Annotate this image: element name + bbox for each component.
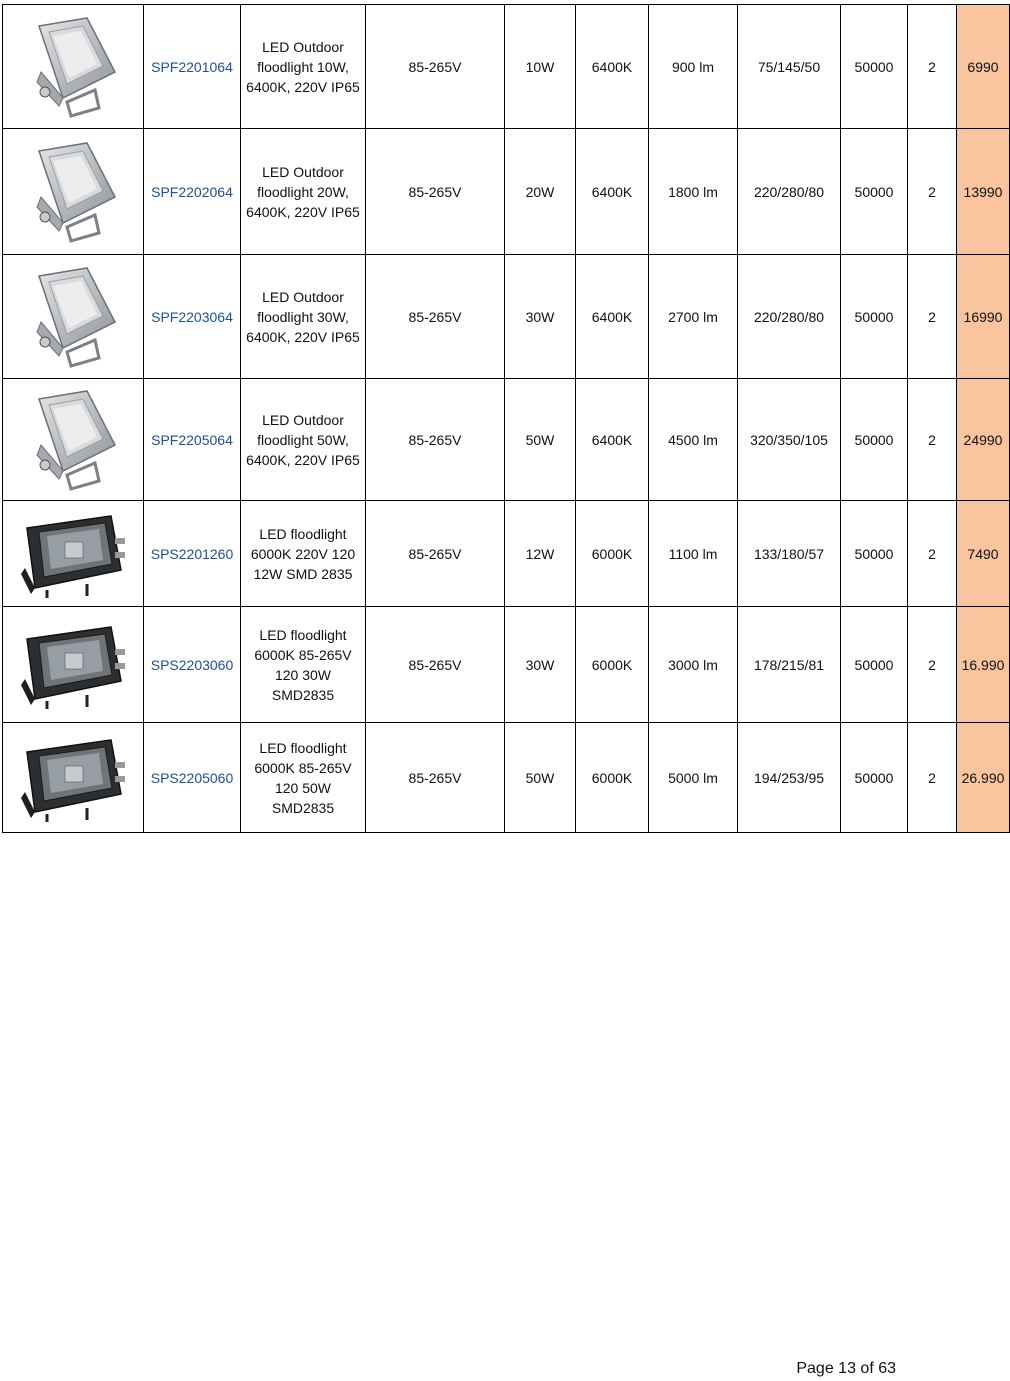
- silver-floodlight-icon: [6, 262, 140, 372]
- color-temperature: 6000K: [576, 723, 649, 833]
- luminous-flux: 4500 lm: [649, 379, 738, 501]
- product-description: [241, 501, 366, 607]
- luminous-flux: 900 lm: [649, 5, 738, 129]
- description-line: LED Outdoor: [262, 288, 344, 305]
- price: 26.990: [957, 723, 1010, 833]
- voltage: 85-265V: [366, 501, 505, 607]
- description-line: 6400K, 220V IP65: [246, 328, 360, 345]
- product-image-cell: [3, 379, 144, 501]
- table-row: [3, 723, 1010, 833]
- power: 12W: [505, 501, 576, 607]
- dimensions: 320/350/105: [738, 379, 841, 501]
- product-description: [241, 129, 366, 255]
- price: 24990: [957, 379, 1010, 501]
- lifetime-hours: 50000: [841, 129, 908, 255]
- product-code: SPS2203060: [144, 607, 241, 723]
- description-line: 120 50W SMD2835: [271, 779, 335, 816]
- description-line: 6000K 220V 120: [250, 545, 356, 562]
- table-row: [3, 379, 1010, 501]
- page-number: Page 13 of 63: [796, 1360, 896, 1377]
- power: 30W: [505, 255, 576, 379]
- price: 6990: [957, 5, 1010, 129]
- product-description: [241, 723, 366, 833]
- product-code: SPF2202064: [144, 129, 241, 255]
- color-temperature: 6400K: [576, 5, 649, 129]
- description-line: LED Outdoor: [262, 411, 344, 428]
- warranty-years: 2: [908, 255, 957, 379]
- dimensions: 75/145/50: [738, 5, 841, 129]
- product-code: SPF2205064: [144, 379, 241, 501]
- lifetime-hours: 50000: [841, 5, 908, 129]
- voltage: 85-265V: [366, 255, 505, 379]
- silver-floodlight-icon: [6, 12, 140, 122]
- description-line: LED Outdoor: [262, 163, 344, 180]
- voltage: 85-265V: [366, 5, 505, 129]
- product-image-cell: [3, 501, 144, 607]
- black-floodlight-icon: [6, 508, 140, 600]
- product-code: SPF2201064: [144, 5, 241, 129]
- voltage: 85-265V: [366, 129, 505, 255]
- voltage: 85-265V: [366, 379, 505, 501]
- description-line: floodlight 30W,: [257, 308, 349, 325]
- black-floodlight-icon: [6, 619, 140, 711]
- table-row: [3, 607, 1010, 723]
- color-temperature: 6400K: [576, 255, 649, 379]
- power: 50W: [505, 723, 576, 833]
- price: 16.990: [957, 607, 1010, 723]
- description-line: floodlight 50W,: [257, 431, 349, 448]
- description-line: LED floodlight: [259, 525, 347, 542]
- warranty-years: 2: [908, 379, 957, 501]
- product-table: [2, 4, 1010, 833]
- color-temperature: 6000K: [576, 607, 649, 723]
- silver-floodlight-icon: [6, 385, 140, 495]
- product-description: [241, 5, 366, 129]
- color-temperature: 6000K: [576, 501, 649, 607]
- luminous-flux: 2700 lm: [649, 255, 738, 379]
- product-image-cell: [3, 255, 144, 379]
- power: 50W: [505, 379, 576, 501]
- luminous-flux: 3000 lm: [649, 607, 738, 723]
- power: 10W: [505, 5, 576, 129]
- dimensions: 194/253/95: [738, 723, 841, 833]
- dimensions: 178/215/81: [738, 607, 841, 723]
- product-description: [241, 379, 366, 501]
- product-code: SPF2203064: [144, 255, 241, 379]
- warranty-years: 2: [908, 5, 957, 129]
- description-line: LED Outdoor: [262, 38, 344, 55]
- product-code: SPS2201260: [144, 501, 241, 607]
- description-line: 12W SMD 2835: [253, 565, 353, 582]
- lifetime-hours: 50000: [841, 255, 908, 379]
- product-description: [241, 255, 366, 379]
- description-line: floodlight 20W,: [257, 183, 349, 200]
- product-code: SPS2205060: [144, 723, 241, 833]
- lifetime-hours: 50000: [841, 607, 908, 723]
- price: 16990: [957, 255, 1010, 379]
- luminous-flux: 5000 lm: [649, 723, 738, 833]
- description-line: 120 30W SMD2835: [271, 666, 335, 703]
- lifetime-hours: 50000: [841, 379, 908, 501]
- description-line: 6400K, 220V IP65: [246, 451, 360, 468]
- table-row: [3, 501, 1010, 607]
- description-line: 6000K 85-265V: [254, 646, 352, 663]
- table-row: [3, 129, 1010, 255]
- power: 30W: [505, 607, 576, 723]
- warranty-years: 2: [908, 723, 957, 833]
- warranty-years: 2: [908, 129, 957, 255]
- warranty-years: 2: [908, 607, 957, 723]
- description-line: 6400K, 220V IP65: [246, 78, 360, 95]
- product-image-cell: [3, 723, 144, 833]
- luminous-flux: 1800 lm: [649, 129, 738, 255]
- table-row: [3, 5, 1010, 129]
- product-image-cell: [3, 129, 144, 255]
- voltage: 85-265V: [366, 723, 505, 833]
- lifetime-hours: 50000: [841, 723, 908, 833]
- dimensions: 220/280/80: [738, 255, 841, 379]
- voltage: 85-265V: [366, 607, 505, 723]
- product-image-cell: [3, 5, 144, 129]
- luminous-flux: 1100 lm: [649, 501, 738, 607]
- description-line: LED floodlight: [259, 626, 347, 643]
- dimensions: 133/180/57: [738, 501, 841, 607]
- description-line: 6400K, 220V IP65: [246, 203, 360, 220]
- color-temperature: 6400K: [576, 379, 649, 501]
- table-row: [3, 255, 1010, 379]
- color-temperature: 6400K: [576, 129, 649, 255]
- product-image-cell: [3, 607, 144, 723]
- silver-floodlight-icon: [6, 137, 140, 247]
- black-floodlight-icon: [6, 732, 140, 824]
- description-line: LED floodlight: [259, 739, 347, 756]
- product-description: [241, 607, 366, 723]
- lifetime-hours: 50000: [841, 501, 908, 607]
- description-line: floodlight 10W,: [257, 58, 349, 75]
- power: 20W: [505, 129, 576, 255]
- price: 13990: [957, 129, 1010, 255]
- dimensions: 220/280/80: [738, 129, 841, 255]
- price: 7490: [957, 501, 1010, 607]
- warranty-years: 2: [908, 501, 957, 607]
- description-line: 6000K 85-265V: [254, 759, 352, 776]
